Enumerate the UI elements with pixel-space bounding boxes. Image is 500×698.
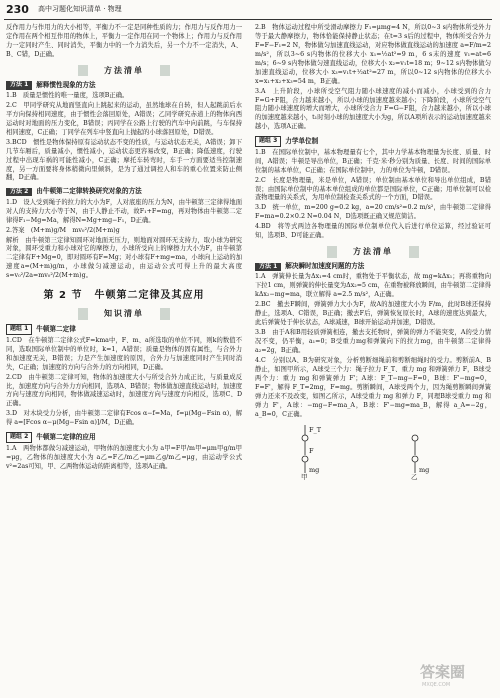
chapter-name: 牛顿第二定律及其应用 bbox=[94, 290, 205, 302]
method-heading bbox=[6, 187, 242, 196]
topic-title: 牛顿第二定律 bbox=[36, 324, 76, 333]
answer-paragraph: 2.CD 由牛顿第二定律可知，物体的加速度大小与所受合外力成正比，与质量成反比，加速度方向与合外力方向相同，选项A、B错误；物体做加速直线运动时，加速度方向与速度方向相同，物体做减速运动时，加速度方向与速度方向相反，选项C、D正确。 bbox=[6, 373, 242, 408]
answer-paragraph: 反作用力与作用力的大小相等，平衡力不一定是同种性质的力；作用力与反作用力一定作用在两个相互作用的物体上，平衡力一定作用在同一个物体上；作用力与反作用力一定同时产生、同时消失，平衡力中的一个力消失后，另一个力不一定消失，A、B、C错，D正确。 bbox=[6, 24, 242, 58]
topic-tag: 题组 1 bbox=[6, 324, 32, 335]
topic-heading bbox=[6, 324, 242, 335]
answer-paragraph: 1.B 质量是惯性的唯一量度，选项B正确。 bbox=[6, 92, 129, 100]
watermark-logo bbox=[420, 662, 494, 694]
topic-title: 力学单位制 bbox=[285, 136, 319, 145]
answer-paragraph: 2.答案 (M+m)g/M mv₀²/2(M+m)g bbox=[6, 226, 120, 234]
topic-heading bbox=[255, 136, 491, 147]
answer-paragraph: 3.B 由于A和B用轻质弹簧相连，撤去支托物时，弹簧的弹力不能突变，A的受力情况不变，仍平衡，a₁=0；B受重力mg和弹簧向下的拉力mg，由牛顿第二定律得 a₂=2g，B正确。 bbox=[255, 329, 491, 354]
answer-paragraph: 1.A 两物体都做匀减速运动，甲物体的加速度大小为 a甲=F甲/m甲=μm甲g/m甲=μg，乙物体的加速度大小为 a乙=F乙/m乙=μm乙g/m乙=μg，由运动学公式 v²=2as可知，甲、乙两物体运动的距离相等，选项A正确。 bbox=[6, 444, 242, 470]
method-title: 解决瞬时加速度问题的方法 bbox=[285, 262, 365, 271]
answer-paragraph: 3.A 上升阶段，小球所受空气阻力随小球速度的减小而减小，小球受到的合力F=G+F阻，合力越来越小，所以小球的加速度越来越小；下降阶段，小球所受空气阻力随小球速度的增大而增大，小球所受合力 F=G−F阻，合力越来越小，所以小球的加速度越来越小，t₁时刻小球的加速度大小为g，所以A项所表示的运动加速度越来越小，选项A正确。 bbox=[255, 87, 491, 131]
method-heading bbox=[255, 262, 491, 271]
force-diagram-svg bbox=[255, 423, 491, 481]
label-ft: F_T bbox=[309, 426, 322, 435]
answer-paragraph: 4.BD 将等式两边各物理量的国际单位制单位代入后进行单位运算，经过验证可知，选项B、D可能正确。 bbox=[255, 223, 491, 240]
page-header bbox=[0, 0, 500, 22]
answer-paragraph: 2.C 长度是物理量，米是单位，A错误；单位制由基本单位和导出单位组成，B错误；由国际单位制中的基本单位组成的单位都是国际单位，C正确；用单位制可以检查物理量的关系式，为用单位制检查关系式的一个方面，D错误。 bbox=[255, 176, 491, 202]
label-mg: mg bbox=[309, 466, 320, 475]
watermark-url: MXQE.COM bbox=[422, 682, 451, 688]
answer-paragraph: 1.A 弹簧伸长量为Δx₁=4 cm时，重物处于平衡状态，故 mg=kΔx₁；再将重物向下拉1 cm，则弹簧的伸长量变为Δx₂=5 cm，在重物被释放瞬间，由牛顿第二定律得 kΔx₂−mg=ma，联立解得 a=2.5 m/s²，A正确。 bbox=[255, 273, 491, 299]
ball-b2 bbox=[412, 456, 418, 462]
chapter-title bbox=[6, 289, 242, 303]
section-banner: 知识清单 bbox=[6, 308, 242, 320]
method-title: 由牛顿第二定律转换研究对象的方法 bbox=[36, 187, 142, 196]
answer-paragraph: 3.D 对木块受力分析，由牛顿第二定律有Fcos α−f=Ma，f=μ(Mg−Fsin α)，解得 a=[Fcos α−μ(Mg−Fsin α)]/M，D正确。 bbox=[6, 410, 242, 427]
label-f: F bbox=[309, 447, 314, 456]
answer-paragraph: 4.C 分别以A、B为研究对象，分析剪断细绳前和剪断细绳时的受力。剪断前A、B静止，如图甲所示，A球受三个力：绳子拉力 F_T、重力 mg 和弹簧弹力 F，B球受两个力：重力 mg 和弹簧弹力 F'；A球：F_T−mg−F=0，B球：F'−mg=0，F=F'，解得 F_T=2mg，F=mg。剪断瞬间，A球受两个力，因为绳剪断瞬间弹簧弹力还来不及改变，如图乙所示，A球受重力 mg 和弹力 F，同理B球受重力 mg 和弹力 F'，A球：−mg−F=ma_A，B球：F'−mg=ma_B，解得 a_A=−2g，a_B=0，C正确。 bbox=[255, 356, 491, 418]
method-heading bbox=[6, 81, 242, 90]
watermark-text: 答案圈 bbox=[420, 663, 466, 681]
method-tag: 方法 1 bbox=[255, 263, 281, 272]
topic-tag: 题组 2 bbox=[6, 432, 32, 443]
section-banner: 方法清单 bbox=[255, 246, 491, 258]
force-diagram bbox=[255, 423, 491, 481]
book-title: 高中习题化知识清单 · 物理 bbox=[38, 5, 122, 13]
method-tag: 方法 2 bbox=[6, 188, 32, 197]
method-tag: 方法 1 bbox=[6, 81, 32, 90]
answer-paragraph: 解析 由牛顿第三定律知圆环对地面无压力，则地面对圆环无支持力，取小球为研究对象，圆环受重力和小球对它的摩擦力，小球所受向上的摩擦力大小为F，由牛顿第二定律有F+Mg=0，即对圆环有F=Mg；对小球有F+mg=ma，小球向上运动的加速度a=(M+m)g/m，小球做匀减速运动，由运动公式可得上升的最大高度 s=v₀²/2a=mv₀²/2(M+m)g。 bbox=[6, 236, 242, 280]
method-title: 解释惯性现象的方法 bbox=[36, 80, 96, 89]
answer-paragraph: 2.B 物体运动过程中所受滑动摩擦力 F₁=μmg=4 N，所以0~3 s内物体所受外力等于最大静摩擦力，物体恰能保持静止状态；在t=3 s后的过程中，物体所受合外力F=F−F₁=2 N，物体做匀加速直线运动，对应物体做直线运动的加速度 a=F/m=2 m/s²，所以3~6 s内物体的位移大小 x₁=½at²=9 m，6 s末的速度 v₁=at=6 m/s；6~9 s内物体做匀速直线运动，位移大小 x₂=v₁t=18 m；9~12 s内物体做匀加速直线运动，位移大小 x₃=v₁t+½at²=27 m，所以0~12 s内物体的位移大小 x=x₁+x₂+x₃=54 m，B正确。 bbox=[255, 24, 491, 85]
label-yi: 乙 bbox=[411, 473, 418, 482]
ball-a2 bbox=[412, 435, 418, 441]
answer-paragraph: 3.D 统一单位，m=200 g=0.2 kg，a=20 cm/s²=0.2 m/s²，由牛顿第二定律得 F=ma=0.2×0.2 N=0.04 N，D选项既正确又规范简洁。 bbox=[255, 204, 491, 221]
answer-paragraph: 2.C 甲同学研究从地面竖直向上跳起来的运动，虽然地球在自转，但人起跳前后水平方向保持相同速度，由于惯性会落回原处，A错误；乙同学研究赤道上的物体向西运动时对地面的压力变化，B错误；丙同学在公路上行驶的汽车中向前跳，与车保持相同速度，C正确；丁同学在列车中竖直向上抛起的小球落回原处，D错误。 bbox=[6, 101, 242, 136]
ball-b bbox=[302, 456, 308, 462]
section-banner: 方法清单 bbox=[6, 65, 242, 77]
header-rule bbox=[4, 19, 492, 20]
answer-paragraph: 1.CD 在牛顿第二定律公式F=kma中，F、m、a所选取的单位不同，则k的数值不同，选取国际单位制中的单位时，k=1，A错误；质量是物体的固有属性，与合外力和加速度无关，B错误；力是产生加速度的原因，合外力与加速度同时产生同时消失，C正确；加速度的方向与合外力的方向相同，D正确。 bbox=[6, 336, 242, 371]
topic-heading bbox=[6, 432, 242, 443]
answer-paragraph: 2.BC 撤去F瞬间，弹簧弹力大小为F，故A的加速度大小为 F/m，此时B球还保持静止，选项A、C错误，B正确；撤去F后，弹簧恢复原长时，A球的速度达到最大，此后弹簧处于伸长状态，A球减速，B球开始运动并加速，D错误。 bbox=[255, 301, 491, 327]
topic-tag: 题组 3 bbox=[255, 136, 281, 147]
topic-title: 牛顿第二定律的应用 bbox=[36, 432, 96, 441]
page-number: 230 bbox=[6, 3, 29, 16]
chapter-number: 第 2 节 bbox=[43, 290, 83, 302]
right-column bbox=[255, 24, 491, 481]
answer-paragraph: 1.D 设人受到绳子的拉力的大小为F，人对底座的压力为N，由牛顿第三定律得地面对人的支持力大小等于N，由于人静止不动，故F₁+F=mg，再对物体由牛顿第二定律得F₁−Mg=Ma，解得N=Mg+mg−F₁，D正确。 bbox=[6, 198, 242, 224]
label-jia: 甲 bbox=[301, 473, 308, 482]
label-mg2: mg bbox=[419, 466, 430, 475]
answer-paragraph: 1.B 在国际单位制中，基本物理量有七个，其中力学基本物理量为长度、质量、时间，A错误；牛顿是导出单位，B正确；千克·米·秒分别为质量、长度、时间的国际单位制的基本单位，C正确；在国际单位制中，力的单位为牛顿，D错误。 bbox=[255, 148, 491, 174]
answer-paragraph: 3.BCD 惯性是物体保持原有运动状态不变的性质，与运动状态无关，A错误；卸下几节车厢后，质量减小，惯性减小，运动状态更容易改变，B正确；降低速度，行驶过程中出现车祸的可能性减小，C正确；摩托车转弯时，车手一方面要适当控制速度，另一方面要将身体稍微向里倾斜，是为了通过调控人和车的重心位置来防止侧翻，D正确。 bbox=[6, 138, 242, 182]
left-column bbox=[6, 24, 242, 473]
ball-a bbox=[302, 435, 308, 441]
